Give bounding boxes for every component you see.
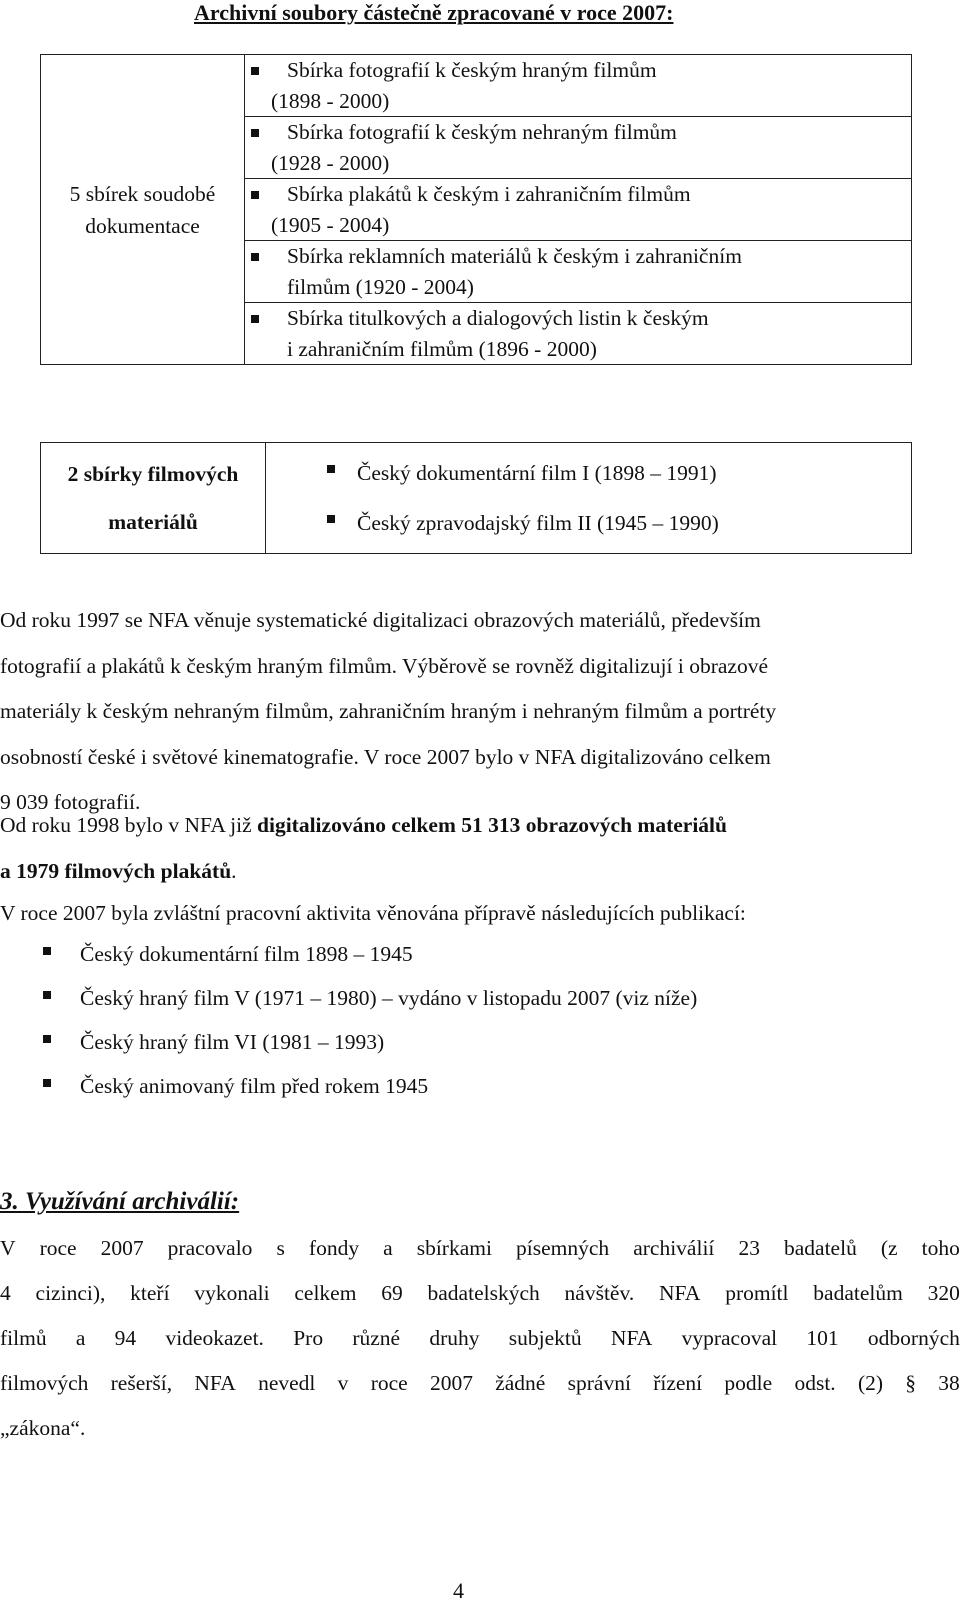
table2-label-cell [41,443,266,554]
word: filmů [0,1326,47,1350]
bullet-square-icon [43,991,51,999]
collection-item [245,241,911,303]
word: § [905,1371,917,1395]
word: badatelských [427,1281,540,1305]
table1-label-cell [41,55,245,365]
word: různé [352,1326,401,1350]
page-number: 4 [453,1578,464,1603]
film-collection-item [267,448,910,498]
word: Pro [293,1326,324,1350]
collection-item-line2: i zahraničním filmům (1896 - 2000) [287,336,597,361]
word: návštěv. [564,1281,635,1305]
word: odborných [867,1326,960,1350]
publication-item [0,1020,697,1064]
word: podle [724,1371,773,1395]
paragraph-line [0,803,960,849]
word: promítl [725,1281,789,1305]
word: v [337,1371,349,1395]
digitization-paragraph [0,598,960,826]
bullet-square-icon [43,947,51,955]
table2-label-line2: materiálů [108,509,198,534]
publication-label: Český animovaný film před rokem 1945 [80,1074,429,1098]
justified-line [0,1361,960,1406]
section-3-heading: 3. Využívání archiválií: [0,1188,240,1215]
word: a [383,1236,393,1260]
word: (2) [857,1371,884,1395]
archive-usage-paragraph [0,1226,960,1451]
publication-label: Český dokumentární film 1898 – 1945 [80,942,413,966]
publication-item [0,1064,697,1108]
justified-line [0,1316,960,1361]
paragraph-line [0,849,960,895]
word: vypracoval [681,1326,778,1350]
collection-item-line1: Sbírka fotografií k českým hraným filmům [287,58,657,82]
bullet-square-icon [251,315,259,323]
table1-items-cell [245,55,912,365]
word: archiválií [633,1236,715,1260]
publication-item [0,976,697,1020]
word: vykonali [194,1281,270,1305]
word: celkem [294,1281,357,1305]
word: odst. [794,1371,836,1395]
bullet-square-icon [43,1079,51,1087]
bullet-square-icon [43,1035,51,1043]
collection-item [245,117,911,179]
collection-item [245,303,911,364]
word: subjektů [508,1326,582,1350]
word: 2007 [100,1236,144,1260]
paragraph-line: Od roku 1997 se NFA věnuje systematické digitalizaci obrazových materiálů, především [0,608,761,632]
film-collection-label: Český dokumentární film I (1898 – 1991) [357,461,717,485]
word: badatelů [784,1236,857,1260]
collection-item-line1: Sbírka titulkových a dialogových listin k českým [287,306,709,330]
word: řízení [653,1371,703,1395]
word: roce [39,1236,77,1260]
bold-text: digitalizováno celkem 51 313 obrazových materiálů [257,813,727,837]
word: pracovalo [167,1236,253,1260]
word: 23 [738,1236,760,1260]
word: videokazet. [165,1326,264,1350]
word: V [0,1236,16,1260]
paragraph-line: 9 039 fotografií. [0,790,141,814]
publication-label: Český hraný film V (1971 – 1980) – vydáno v listopadu 2007 (viz níže) [80,986,698,1010]
word: 69 [381,1281,403,1305]
word: 2007 [429,1371,473,1395]
bullet-square-icon [251,67,259,75]
document-heading: Archivní soubory částečně zpracované v roce 2007: [194,0,674,25]
word: 94 [114,1326,137,1350]
word: NFA [194,1371,236,1395]
word: správní [567,1371,631,1395]
word: 38 [938,1371,960,1395]
word: sbírkami [416,1236,492,1260]
word: 320 [927,1281,960,1305]
word: a [75,1326,86,1350]
film-collection-label: Český zpravodajský film II (1945 – 1990) [357,511,719,535]
word: NFA [658,1281,701,1305]
word: 4 [0,1281,11,1305]
bullet-square-icon [251,129,259,137]
collection-item-line1: Sbírka fotografií k českým nehraným filmům [287,120,677,144]
digitization-total-paragraph [0,803,960,894]
word: rešerší, [110,1371,173,1395]
word: druhy [429,1326,480,1350]
publications-intro [0,891,960,937]
paragraph-line: „zákona“. [0,1416,86,1440]
word: s [276,1236,285,1260]
film-collection-item [267,498,910,548]
word: žádné [495,1371,546,1395]
plain-text: . [231,858,237,883]
bullet-square-icon [327,465,335,473]
bold-text: a 1979 filmových plakátů [0,858,232,883]
collection-item-line2: (1898 - 2000) [271,88,390,113]
word: (z [880,1236,898,1260]
contemporary-documentation-table [40,54,912,365]
collection-item-line1: Sbírka plakátů k českým i zahraničním filmům [287,182,691,206]
paragraph-line: fotografií a plakátů k českým hraným filmům. Výběrově se rovněž digitalizují i obrazové [0,653,768,678]
collection-item-line2: (1928 - 2000) [271,150,390,175]
word: kteří [130,1281,170,1305]
paragraph-line: osobností české i světové kinematografie. V roce 2007 bylo v NFA digitalizováno celkem [0,744,771,769]
word: NFA [610,1326,653,1350]
word: písemných [516,1236,610,1260]
word: fondy [308,1236,360,1260]
paragraph-line: materiály k českým nehraným filmům, zahraničním hraným i nehraným filmům a portréty [0,699,777,723]
word: toho [921,1236,960,1260]
table1-label-line1: 5 sbírek soudobé [69,181,216,206]
word: 101 [806,1326,839,1350]
word: roce [370,1371,408,1395]
word: nevedl [258,1371,316,1395]
table2-items-cell [266,443,912,554]
collection-item-line2: (1905 - 2004) [271,212,390,237]
plain-text: Od roku 1998 bylo v NFA již [0,813,258,837]
publication-label: Český hraný film VI (1981 – 1993) [80,1030,385,1054]
collection-item [245,179,911,241]
table2-label-line1: 2 sbírky filmových [67,461,239,486]
bullet-square-icon [251,253,259,261]
bullet-square-icon [251,191,259,199]
collection-item-line2: filmům (1920 - 2004) [287,274,474,299]
word: badatelům [813,1281,903,1305]
justified-line [0,1226,960,1271]
publications-list [0,932,697,1108]
publication-item [0,932,697,976]
bullet-square-icon [327,515,335,523]
word: cizinci), [35,1281,106,1305]
film-materials-table [40,442,912,554]
collection-item [245,55,911,117]
collection-item-line1: Sbírka reklamních materiálů k českým i zahraničním [287,244,742,268]
justified-line [0,1271,960,1316]
word: filmových [0,1371,89,1395]
paragraph-line: V roce 2007 byla zvláštní pracovní aktivita věnována přípravě následujících publikací: [0,901,746,925]
table1-label-line2: dokumentace [85,213,200,238]
